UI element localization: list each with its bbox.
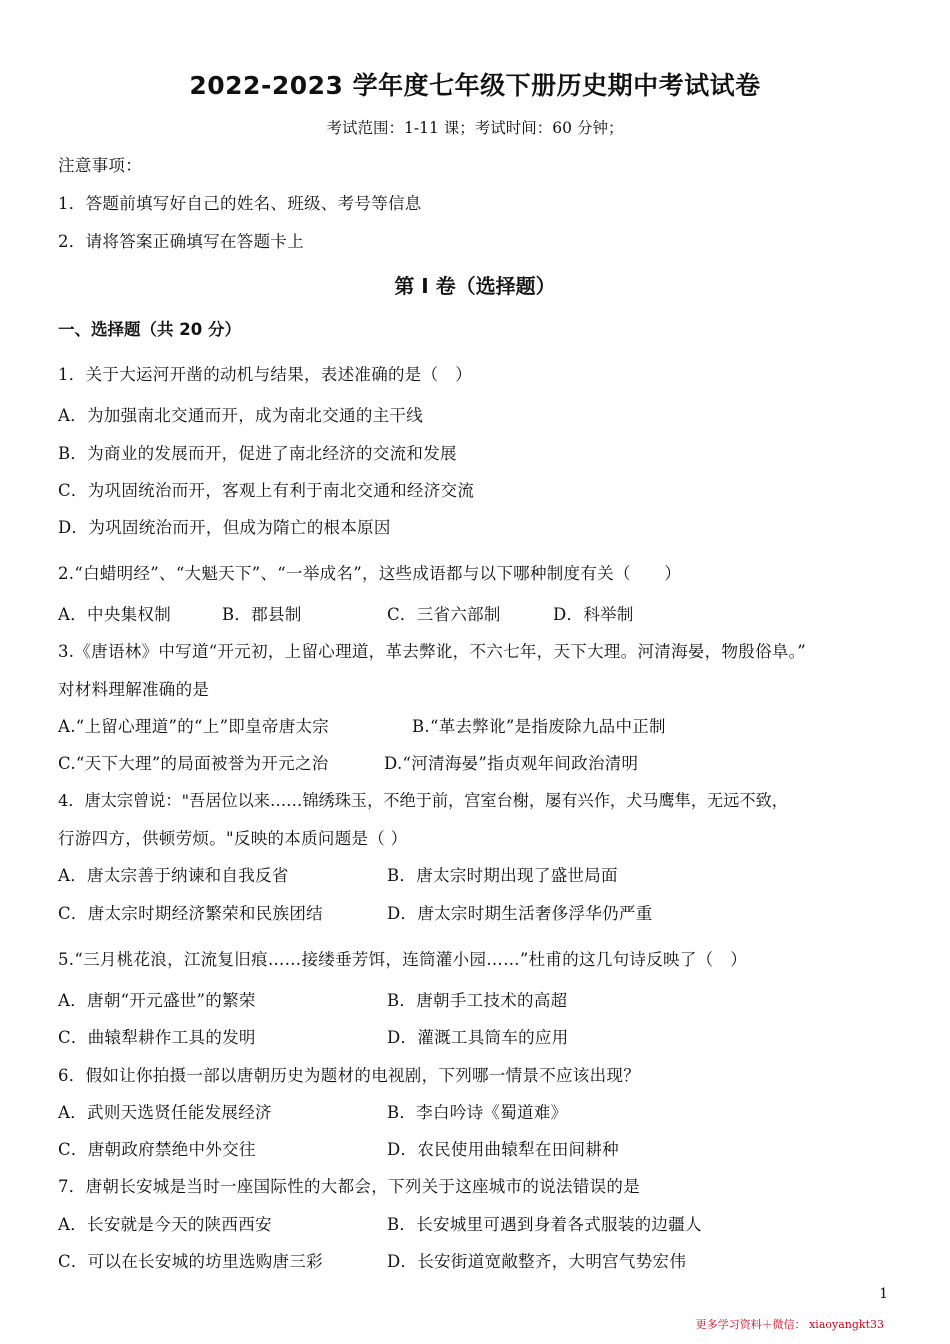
q1-option-a: A．为加强南北交通而开，成为南北交通的主干线 <box>58 406 424 425</box>
q7-option-d: D．长安街道宽敞整齐，大明宫气势宏伟 <box>387 1252 687 1271</box>
question-5-stem: 5.“三月桃花浪，江流复旧痕……接缕垂芳饵，连筒灌小园……”杜甫的这几句诗反映了（ ） <box>58 950 748 969</box>
q4-option-b: B．唐太宗时期出现了盛世局面 <box>387 866 618 885</box>
question-3-stem-cont: 对材料理解准确的是 <box>58 680 210 699</box>
question-2-stem: 2.“白蜡明经”、“大魁天下”、“一举成名”，这些成语都与以下哪种制度有关（ ） <box>58 564 682 583</box>
q5-option-a: A．唐朝“开元盛世”的繁荣 <box>58 991 256 1010</box>
question-3-stem: 3.《唐语林》中写道“开元初，上留心理道，革去弊讹，不六七年，天下大理。河清海晏，物殷俗阜。” <box>58 642 806 661</box>
exam-subtitle: 考试范围：1-11 课；考试时间：60 分钟； <box>326 119 624 137</box>
q3-option-b: B.“革去弊讹”是指废除九品中正制 <box>412 717 666 736</box>
q2-option-b: B．郡县制 <box>222 605 302 624</box>
q7-option-b: B．长安城里可遇到身着各式服装的边疆人 <box>387 1215 702 1234</box>
q3-option-a: A.“上留心理道”的“上”即皇帝唐太宗 <box>58 717 330 736</box>
notes-heading: 注意事项： <box>58 156 142 175</box>
q2-option-a: A．中央集权制 <box>58 605 172 624</box>
q4-option-d: D．唐太宗时期生活奢侈浮华仍严重 <box>387 904 653 923</box>
note-item: 2．请将答案正确填写在答题卡上 <box>58 232 304 251</box>
q4-option-a: A．唐太宗善于纳谏和自我反省 <box>58 866 289 885</box>
exam-title: 2022-2023 学年度七年级下册历史期中考试试卷 <box>189 71 761 100</box>
page-number: 1 <box>879 1286 888 1302</box>
q7-option-a: A．长安就是今天的陕西西安 <box>58 1215 272 1234</box>
q5-option-d: D．灌溉工具筒车的应用 <box>387 1028 569 1047</box>
q3-option-c: C.“天下大理”的局面被誉为开元之治 <box>58 754 329 773</box>
q3-option-d: D.“河清海晏”指贞观年间政治清明 <box>384 754 639 773</box>
section-title: 第 I 卷（选择题） <box>394 274 556 298</box>
question-6-stem: 6．假如让你拍摄一部以唐朝历史为题材的电视剧，下列哪一情景不应该出现？ <box>58 1066 640 1085</box>
q5-option-b: B．唐朝手工技术的高超 <box>387 991 568 1010</box>
question-1-stem: 1．关于大运河开凿的动机与结果，表述准确的是（ ） <box>58 365 472 384</box>
q2-option-c: C．三省六部制 <box>387 605 501 624</box>
q6-option-c: C．唐朝政府禁绝中外交往 <box>58 1140 256 1159</box>
part-title: 一、选择题（共 20 分） <box>58 320 241 339</box>
question-4-stem: 4．唐太宗曾说："吾居位以来……锦绣珠玉，不绝于前，宫室台榭，屡有兴作，犬马鹰隼，无远不致， <box>58 791 788 810</box>
q4-option-c: C．唐太宗时期经济繁荣和民族团结 <box>58 904 323 923</box>
q2-option-d: D．科举制 <box>553 605 634 624</box>
q6-option-a: A．武则天选贤任能发展经济 <box>58 1103 272 1122</box>
footer-note: 更多学习资料＋微信： xiaoyangkt33 <box>695 1318 884 1331</box>
q1-option-b: B．为商业的发展而开，促进了南北经济的交流和发展 <box>58 444 457 463</box>
question-7-stem: 7．唐朝长安城是当时一座国际性的大都会，下列关于这座城市的说法错误的是 <box>58 1177 640 1196</box>
q7-option-c: C．可以在长安城的坊里选购唐三彩 <box>58 1252 323 1271</box>
q6-option-d: D．农民使用曲辕犁在田间耕种 <box>387 1140 619 1159</box>
q6-option-b: B．李白吟诗《蜀道难》 <box>387 1103 568 1122</box>
question-4-stem-cont: 行游四方，供顿劳烦。"反映的本质问题是（ ） <box>58 829 408 848</box>
q5-option-c: C．曲辕犁耕作工具的发明 <box>58 1028 256 1047</box>
q1-option-c: C．为巩固统治而开，客观上有利于南北交通和经济交流 <box>58 481 475 500</box>
note-item: 1．答题前填写好自己的姓名、班级、考号等信息 <box>58 194 422 213</box>
q1-option-d: D．为巩固统治而开，但成为隋亡的根本原因 <box>58 518 391 537</box>
